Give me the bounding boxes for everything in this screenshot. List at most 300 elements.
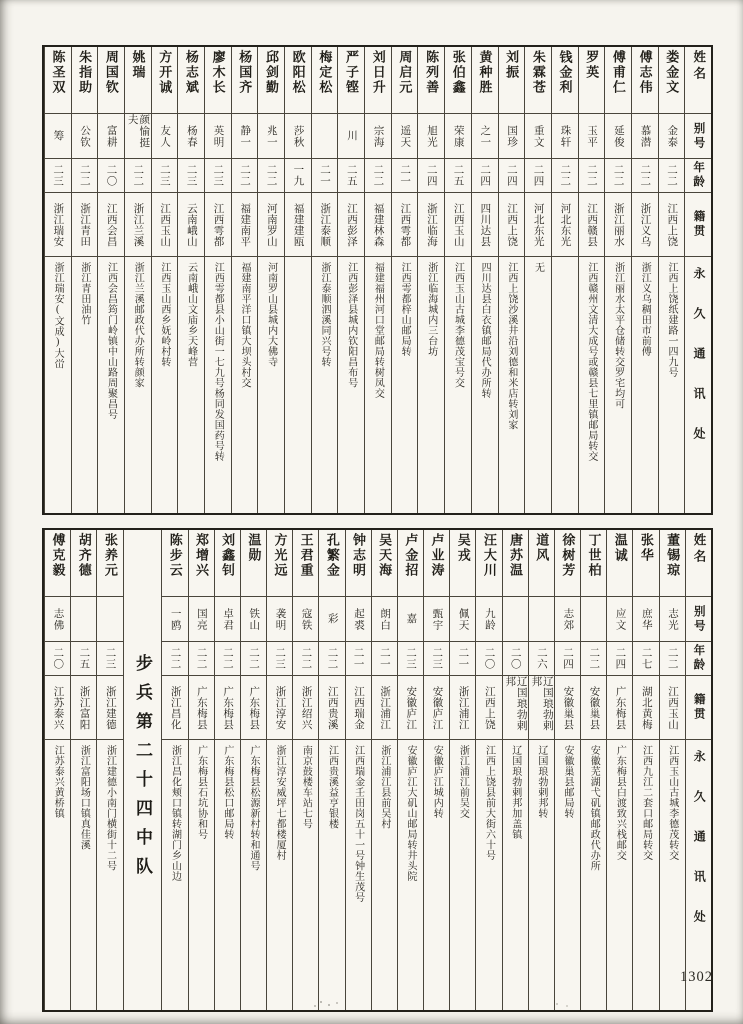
person-age-text: 二二 [612,164,624,187]
person-column [337,47,364,513]
person-column [364,47,391,513]
person-native-cell [552,193,578,257]
person-age-text: 二二 [169,647,181,670]
person-alias-cell [418,114,444,159]
person-native-text: 河北东光 [532,202,544,247]
person-name-cell [45,530,70,597]
person-address-text: 河南罗山县城内大佛寺 [265,262,277,367]
person-alias-cell [319,597,344,642]
person-address-text: 辽国琅勃剌邦转 [535,745,547,819]
person-alias-text: 庶华 [640,607,652,631]
person-column [284,47,311,513]
person-alias-cell [232,114,258,159]
person-address-text: 安徽庐江大矶山邮局转井头院 [405,745,417,882]
person-address-text: 江西上饶纸建路一四九号 [665,262,677,378]
person-name-text: 朱指助 [77,50,93,95]
header-name-cell [685,47,711,114]
person-alias-cell [450,597,475,642]
person-age-text: 二四 [532,164,544,187]
person-alias-cell [189,597,214,642]
person-address-cell [632,257,658,508]
person-name-text: 刘鑫钊 [220,533,236,578]
person-address-cell [312,257,338,508]
person-address-cell [152,257,178,508]
person-alias-text: 颜愉挺夫 [126,114,150,149]
person-name-cell [552,47,578,114]
header-alias-text: 别号 [692,121,705,151]
person-native-cell [605,193,631,257]
person-name-text: 钟志明 [351,533,366,578]
person-age-text: 二五 [78,647,90,670]
person-age-cell [418,159,444,193]
header-alias-cell [685,114,711,159]
person-native-cell [152,193,178,257]
person-alias-cell [267,597,292,642]
person-native-text: 浙江义乌 [639,202,651,247]
person-alias-text: 国亮 [195,607,207,631]
person-column [604,47,631,513]
person-alias-cell [98,114,124,159]
person-name-text: 董锡琼 [665,533,681,578]
person-alias-cell [241,597,266,642]
person-age-text: 二七 [640,647,652,670]
person-age-text: 二四 [614,647,626,670]
person-name-cell [499,47,525,114]
person-name-text: 刘日升 [370,50,386,95]
person-age-text: 二二 [588,647,600,670]
person-native-text: 湖北黄梅 [640,685,652,730]
person-age-cell [258,159,284,193]
person-address-cell [258,257,284,508]
person-age-cell [45,642,70,676]
header-native-cell [686,676,711,740]
person-age-text: 二四 [505,164,517,187]
row-headers-column [685,530,711,1010]
person-column [311,47,338,513]
person-native-cell [125,193,151,257]
person-address-cell [232,257,258,508]
person-age-cell [398,642,423,676]
person-native-cell [267,676,292,740]
person-address-cell [71,740,96,1005]
person-native-text: 广东梅县 [222,685,234,730]
person-age-cell [555,642,580,676]
person-name-cell [445,47,471,114]
person-native-cell [581,676,606,740]
scan-speckle [556,1003,558,1005]
person-name-text: 郑增兴 [193,533,209,578]
person-native-cell [445,193,471,257]
person-alias-text: 甄宇 [431,607,443,631]
person-address-cell [98,257,124,508]
header-age-text: 年龄 [692,644,705,673]
person-native-text: 福建南平 [239,202,251,247]
person-native-text: 浙江淳安 [274,685,286,730]
person-name-cell [372,530,397,597]
person-age-cell [162,642,187,676]
person-name-text: 卢业涛 [429,533,445,578]
person-name-cell [424,530,449,597]
person-address-text: 安徽巢县邮局转 [562,745,574,819]
person-age-text: 二三 [104,647,116,670]
person-address-cell [529,740,554,1005]
person-name-cell [346,530,371,597]
person-age-cell [445,159,471,193]
person-address-cell [162,740,187,1005]
person-address-cell [581,740,606,1005]
person-native-text: 浙江昌化 [169,685,181,730]
person-age-text: 二二 [247,647,259,670]
person-age-cell [499,159,525,193]
person-alias-text: 静一 [239,124,251,148]
person-column [71,47,98,513]
person-age-cell [659,159,685,193]
person-address-text: 广东梅县白渡致兴栈邮交 [614,745,626,861]
person-age-cell [338,159,364,193]
person-age-cell [178,159,204,193]
person-column [449,530,475,1010]
person-age-text: 二三 [405,647,417,670]
person-native-text: 辽国琅勃剌邦 [504,676,527,731]
person-alias-cell [71,597,96,642]
person-age-text: 一九 [292,164,304,187]
person-age-text: 二五 [345,164,357,187]
person-name-text: 周启元 [397,50,413,95]
person-name-cell [660,530,685,597]
person-age-cell [392,159,418,193]
person-name-text: 张养元 [102,533,118,578]
person-address-text: 江西上饶沙溪井沿刘德和米店转刘家 [505,262,517,430]
person-native-cell [98,193,124,257]
person-age-text: 二〇 [483,647,495,670]
person-column [292,530,318,1010]
person-alias-text: 杨春 [185,124,197,148]
person-alias-text: 荣康 [452,124,464,148]
person-age-text: 二二 [300,647,312,670]
person-address-text: 浙江瑞安(文成)大峃 [52,262,64,369]
person-name-cell [338,47,364,114]
person-native-cell [529,676,554,740]
unit-label-text: 步兵第二十四中队 [133,654,152,886]
person-age-cell [472,159,498,193]
person-address-cell [346,740,371,1005]
person-name-cell [398,530,423,597]
person-native-cell [525,193,551,257]
person-alias-cell [472,114,498,159]
person-alias-cell [215,597,240,642]
person-native-text: 辽国琅勃剌邦 [530,676,553,731]
person-alias-cell [525,114,551,159]
person-name-text: 丁世柏 [586,533,602,578]
person-name-text: 吴天海 [377,533,393,578]
person-address-text: 江西九江二套口邮局转交 [640,745,652,861]
person-age-text: 二二 [372,164,384,187]
person-name-cell [392,47,418,114]
person-address-text: 浙江昌化颊口镇转湖门乡山边 [169,745,181,882]
person-name-cell [285,47,311,114]
person-native-cell [372,676,397,740]
person-age-cell [424,642,449,676]
person-age-text: 二二 [221,647,233,670]
person-native-cell [579,193,605,257]
person-column [214,530,240,1010]
person-native-cell [398,676,423,740]
person-age-cell [607,642,632,676]
person-native-cell [71,676,96,740]
person-age-cell [125,159,151,193]
person-address-text: 浙江青田油竹 [78,262,90,325]
header-age-text: 年龄 [692,161,705,190]
person-column [632,530,658,1010]
person-name-text: 方光远 [272,533,288,578]
person-column [580,530,606,1010]
person-alias-text: 应文 [614,607,626,631]
person-age-cell [372,642,397,676]
person-address-text: 浙江临海城内三台坊 [425,262,437,357]
person-alias-cell [338,114,364,159]
person-alias-text: 旭光 [426,124,438,148]
person-alias-text: 富耕 [105,124,117,148]
person-alias-text: 志郊 [562,607,574,631]
person-alias-cell [178,114,204,159]
person-column [240,530,266,1010]
person-age-cell [660,642,685,676]
person-name-text: 朱霖苍 [530,50,546,95]
person-column [318,530,344,1010]
person-age-text: 二二 [639,164,651,187]
person-native-text: 浙江泰顺 [319,202,331,247]
person-column [578,47,605,513]
person-column [417,47,444,513]
person-native-text: 江西贵溪 [326,685,338,730]
person-alias-text: 玉平 [586,124,598,148]
person-age-text: 二二 [132,164,144,187]
person-age-cell [346,642,371,676]
person-native-text: 浙江富阳 [78,685,90,730]
person-native-cell [338,193,364,257]
person-age-cell [152,159,178,193]
person-address-text: 无 [532,262,544,273]
person-alias-text: 志光 [667,607,679,631]
person-address-text: 浙江义乌稠田市前傅 [639,262,651,357]
person-age-cell [525,159,551,193]
person-age-text: 二五 [452,164,464,187]
person-age-text: 二四 [479,164,491,187]
person-alias-text: 志佛 [52,607,64,631]
person-address-cell [285,257,311,508]
person-alias-text: 铁山 [248,607,260,631]
person-native-text: 江西玉山 [667,685,679,730]
person-address-text: 云南峨山文庙乡天峰营 [185,262,197,367]
person-alias-cell [660,597,685,642]
person-address-text: 江西瑞金壬田岗五十一号钟生茂号 [352,745,364,903]
person-age-cell [312,159,338,193]
person-address-cell [418,257,444,508]
person-age-text: 二二 [238,164,250,187]
person-native-cell [555,676,580,740]
person-address-cell [205,257,231,508]
person-age-text: 二二 [78,164,90,187]
person-name-text: 罗英 [584,50,600,80]
person-name-cell [659,47,685,114]
person-age-text: 二三 [431,647,443,670]
person-age-cell [579,159,605,193]
person-name-cell [319,530,344,597]
header-age-cell [686,642,711,676]
person-native-text: 四川达县 [479,202,491,247]
person-column [397,530,423,1010]
person-native-cell [424,676,449,740]
person-alias-cell [346,597,371,642]
person-native-text: 浙江绍兴 [300,685,312,730]
person-age-cell [581,642,606,676]
person-native-cell [312,193,338,257]
person-column [471,47,498,513]
person-address-text: 江西雩都梓山邮局转 [399,262,411,357]
person-name-cell [529,530,554,597]
person-native-text: 江西上饶 [666,202,678,247]
person-age-cell [232,159,258,193]
person-address-cell [525,257,551,508]
person-name-cell [258,47,284,114]
person-name-text: 吴戎 [455,533,471,563]
person-alias-text: 彩 [326,613,338,625]
person-native-cell [97,676,122,740]
person-name-text: 汪大川 [481,533,497,578]
person-address-text: 江西贵溪益亨银楼 [326,745,338,829]
person-address-cell [45,740,70,1005]
person-native-cell [232,193,258,257]
row-headers-column [684,47,711,513]
person-address-text: 江西上饶县前大街六十号 [483,745,495,861]
person-name-cell [232,47,258,114]
person-address-cell [424,740,449,1005]
person-name-cell [365,47,391,114]
person-address-cell [445,257,471,508]
person-column [161,530,187,1010]
person-address-cell [659,257,685,508]
person-name-text: 廖木长 [210,50,226,95]
header-address-text: 永久通讯处 [691,267,706,467]
person-address-cell [189,740,214,1005]
person-address-text: 江西玉山古城李德茂转交 [666,745,678,861]
person-name-text: 王君重 [298,533,314,578]
person-column [44,530,70,1010]
person-address-cell [579,257,605,508]
person-alias-text: 遥天 [399,124,411,148]
person-name-cell [71,530,96,597]
person-address-text: 广东梅县松口邮局转 [221,745,233,840]
person-native-text: 广东梅县 [195,685,207,730]
person-age-text: 二〇 [52,647,64,670]
person-name-text: 姚瑞 [130,50,146,80]
person-address-text: 辽国琅勃剌邦加盖镇 [509,745,521,840]
person-name-cell [472,47,498,114]
person-alias-cell [579,114,605,159]
person-name-cell [633,530,658,597]
person-age-cell [267,642,292,676]
person-name-text: 傅甫仁 [610,50,626,95]
person-alias-text: 慕潜 [639,124,651,148]
person-age-cell [285,159,311,193]
person-native-text: 江西上饶 [483,685,495,730]
person-address-cell [338,257,364,508]
person-native-cell [293,676,318,740]
person-age-cell [632,159,658,193]
person-age-cell [529,642,554,676]
person-native-text: 安徽巢县 [588,685,600,730]
person-address-cell [372,740,397,1005]
person-age-cell [365,159,391,193]
person-address-cell [293,740,318,1005]
person-age-text: 二二 [265,164,277,187]
person-name-cell [189,530,214,597]
person-name-cell [632,47,658,114]
person-name-text: 温诚 [612,533,628,563]
person-native-text: 江西瑞金 [352,685,364,730]
header-name-text: 姓名 [691,50,706,83]
person-address-cell [555,740,580,1005]
person-age-text: 二四 [562,647,574,670]
person-column [391,47,418,513]
person-age-cell [97,642,122,676]
person-name-text: 周国钦 [103,50,119,95]
person-native-cell [499,193,525,257]
person-alias-text: 寇铁 [300,607,312,631]
person-address-text: 浙江浦江前吴交 [457,745,469,819]
person-alias-text: 川 [345,130,357,142]
person-address-text: 安徽芜湖弋矶镇邮政代办所 [588,745,600,871]
person-native-cell [476,676,501,740]
person-name-cell [607,530,632,597]
person-native-text: 江西会昌 [105,202,117,247]
person-alias-text: 卓君 [222,607,234,631]
person-alias-cell [205,114,231,159]
person-address-cell [552,257,578,508]
person-column [257,47,284,513]
person-age-text: 二〇 [509,647,521,670]
person-name-text: 道风 [534,533,550,563]
person-name-text: 钱金利 [557,50,573,95]
person-native-text: 广东梅县 [248,685,260,730]
person-alias-cell [552,114,578,159]
person-address-text: 江西赣州文清大成号或赣县七里镇邮局转交 [585,262,597,462]
person-address-cell [605,257,631,508]
person-alias-cell [392,114,418,159]
person-native-text: 江西彭泽 [345,202,357,247]
person-native-text: 浙江建德 [104,685,116,730]
person-alias-text: 珠轩 [559,124,571,148]
person-name-cell [503,530,528,597]
person-age-cell [98,159,124,193]
person-native-cell [365,193,391,257]
person-name-text: 胡齐德 [76,533,92,578]
person-age-cell [45,159,71,193]
person-alias-text: 一鸥 [169,607,181,631]
person-address-cell [365,257,391,508]
person-address-text: 广东梅县石坑协和号 [195,745,207,840]
person-alias-cell [285,114,311,159]
person-alias-text: 兆一 [265,124,277,148]
person-column [371,530,397,1010]
person-address-cell [392,257,418,508]
person-name-text: 欧阳松 [290,50,306,95]
person-alias-text: 英明 [212,124,224,148]
person-age-text: 二一 [352,647,364,670]
person-native-text: 江西赣县 [586,202,598,247]
person-native-cell [659,193,685,257]
person-native-text: 安徽庐江 [405,685,417,730]
